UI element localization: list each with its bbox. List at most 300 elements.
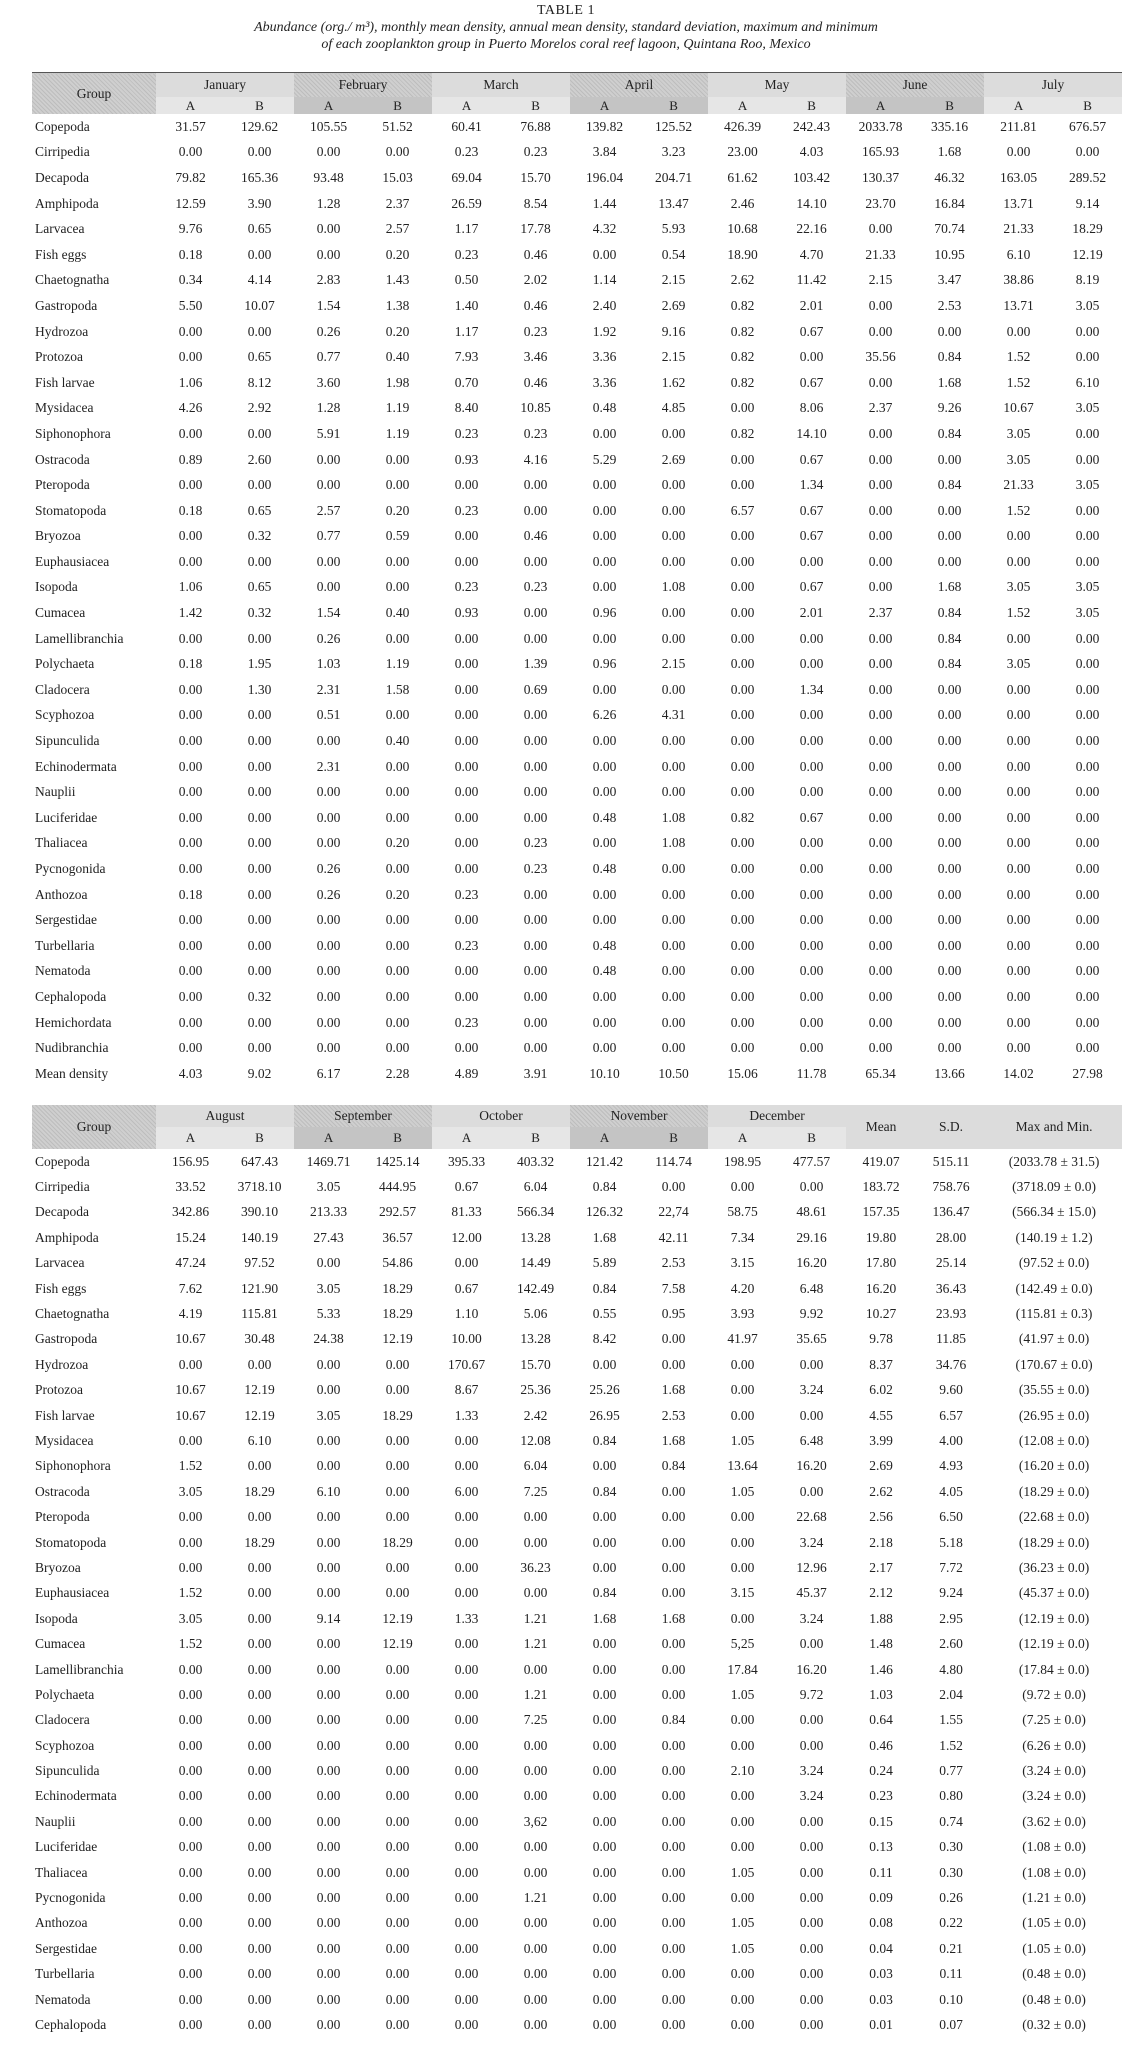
value-cell: 0.84 (661, 1712, 686, 1728)
value-cell: 0.65 (247, 349, 272, 365)
value-cell: 2.53 (661, 1255, 686, 1271)
value-cell: 1.08 (661, 835, 686, 851)
value-cell: 0.00 (730, 784, 755, 800)
value-cell: 0.00 (523, 1534, 548, 1550)
table-row (32, 370, 1122, 396)
value-cell: 140.19 (240, 1229, 279, 1245)
value-cell: 0.00 (316, 1585, 341, 1601)
group-name-cell: Protozoa (35, 1382, 83, 1398)
value-cell: 0.00 (385, 963, 410, 979)
value-cell: 70.74 (934, 221, 965, 237)
value-cell: 0.00 (730, 1813, 755, 1829)
table-row (32, 1885, 1122, 1910)
value-cell: 0.00 (799, 1991, 824, 2007)
value-cell: 0.00 (178, 912, 203, 928)
mean-cell: 0.46 (869, 1737, 893, 1753)
max-min-cell: (45.37 ± 0.0) (1018, 1585, 1090, 1601)
value-cell: 0.00 (1075, 963, 1100, 979)
value-cell: 1.06 (178, 579, 203, 595)
value-cell: 0.00 (454, 733, 479, 749)
value-cell: 0.00 (799, 1636, 824, 1652)
value-cell: 0.00 (316, 246, 341, 262)
table-row (32, 754, 1122, 780)
value-cell: 17.78 (520, 221, 551, 237)
value-cell: 121.90 (240, 1280, 279, 1296)
value-cell: 0.00 (1075, 528, 1100, 544)
value-cell: 0.00 (454, 988, 479, 1004)
value-cell: 0.00 (1006, 758, 1031, 774)
value-cell: 7.93 (454, 349, 479, 365)
value-cell: 0.00 (799, 349, 824, 365)
value-cell: 0.00 (178, 937, 203, 953)
value-cell: 0.23 (454, 886, 479, 902)
value-cell: 2.37 (385, 195, 410, 211)
value-cell: 1.38 (385, 297, 410, 313)
value-cell: 0.00 (1006, 861, 1031, 877)
table-row (32, 2012, 1122, 2037)
table-row (32, 677, 1122, 703)
group-name-cell: Sergestidae (35, 1940, 97, 1956)
table-row (32, 703, 1122, 729)
value-cell: 7.25 (523, 1712, 548, 1728)
value-cell: 0.00 (454, 1585, 479, 1601)
table-row (32, 1581, 1122, 1606)
value-cell: 292.57 (378, 1204, 417, 1220)
value-cell: 2.62 (730, 272, 755, 288)
value-cell: 3.24 (799, 1788, 824, 1804)
max-min-cell: (1.08 ± 0.0) (1022, 1864, 1086, 1880)
value-cell: 0.00 (454, 1991, 479, 2007)
table-row (32, 140, 1122, 166)
value-cell: 0.00 (1006, 630, 1031, 646)
value-cell: 0.00 (454, 1509, 479, 1525)
subheader-b: B (225, 97, 294, 114)
value-cell: 27.98 (1072, 1065, 1103, 1081)
value-cell: 14.10 (796, 425, 827, 441)
value-cell: 10.85 (520, 400, 551, 416)
value-cell: 0.00 (799, 1483, 824, 1499)
value-cell: 0.00 (178, 1661, 203, 1677)
value-cell: 4.31 (661, 707, 686, 723)
value-cell: 0.00 (592, 2016, 617, 2032)
sd-cell: 9.24 (939, 1585, 963, 1601)
value-cell: 0.00 (1075, 937, 1100, 953)
value-cell: 0.00 (178, 1737, 203, 1753)
value-cell: 0.00 (1075, 733, 1100, 749)
value-cell: 3.36 (592, 349, 617, 365)
value-cell: 81.33 (451, 1204, 482, 1220)
value-cell: 2.15 (661, 272, 686, 288)
value-cell: 0.00 (178, 1559, 203, 1575)
subheader-a: A (708, 1127, 777, 1149)
value-cell: 18.90 (727, 246, 758, 262)
value-cell: 2.37 (868, 605, 893, 621)
value-cell: 0.84 (937, 425, 962, 441)
group-name-cell: Bryozoa (35, 528, 81, 544)
value-cell: 0.00 (385, 1712, 410, 1728)
value-cell: 0.00 (523, 1763, 548, 1779)
value-cell: 0.00 (316, 1661, 341, 1677)
value-cell: 0.00 (316, 579, 341, 595)
value-cell: 0.00 (868, 758, 893, 774)
value-cell: 0.00 (592, 1991, 617, 2007)
value-cell: 1.68 (661, 1610, 686, 1626)
value-cell: 2.53 (661, 1407, 686, 1423)
value-cell: 0.32 (247, 528, 272, 544)
max-min-cell: (170.67 ± 0.0) (1015, 1356, 1093, 1372)
value-cell: 0.00 (868, 528, 893, 544)
mean-cell: 0.04 (869, 1940, 893, 1956)
table-row (32, 1174, 1122, 1199)
value-cell: 0.00 (730, 733, 755, 749)
sd-cell: 0.30 (939, 1864, 963, 1880)
table-row (32, 268, 1122, 294)
group-name-cell: Euphausiacea (35, 553, 110, 569)
value-cell: 2.31 (316, 758, 341, 774)
value-cell: 18.29 (382, 1306, 413, 1322)
value-cell: 0.93 (454, 451, 479, 467)
value-cell: 0.00 (454, 835, 479, 851)
value-cell: 2.01 (799, 605, 824, 621)
value-cell: 0.00 (178, 1509, 203, 1525)
value-cell: 0.00 (592, 886, 617, 902)
value-cell: 0.20 (385, 886, 410, 902)
table-row (32, 216, 1122, 242)
group-name-cell: Mysidacea (35, 400, 94, 416)
value-cell: 0.00 (385, 579, 410, 595)
value-cell: 0.00 (730, 1014, 755, 1030)
value-cell: 0.18 (178, 246, 203, 262)
value-cell: 0.00 (661, 477, 686, 493)
value-cell: 12.19 (244, 1382, 275, 1398)
value-cell: 0.48 (592, 937, 617, 953)
group-name-cell: Luciferidae (35, 1839, 98, 1855)
value-cell: 18.29 (382, 1534, 413, 1550)
value-cell: 0.00 (592, 1356, 617, 1372)
value-cell: 9.14 (1075, 195, 1100, 211)
value-cell: 0.00 (592, 1458, 617, 1474)
value-cell: 0.00 (523, 912, 548, 928)
value-cell: 6.10 (247, 1432, 272, 1448)
value-cell: 0.00 (799, 1040, 824, 1056)
value-cell: 0.00 (178, 1356, 203, 1372)
max-min-cell: (18.29 ± 0.0) (1018, 1483, 1090, 1499)
value-cell: 0.00 (454, 963, 479, 979)
value-cell: 1.68 (592, 1610, 617, 1626)
value-cell: 1.39 (523, 656, 548, 672)
value-cell: 0.00 (247, 1890, 272, 1906)
value-cell: 0.00 (454, 477, 479, 493)
value-cell: 0.00 (799, 988, 824, 1004)
value-cell: 0.00 (730, 1179, 755, 1195)
value-cell: 3.05 (1075, 297, 1100, 313)
value-cell: 0.00 (661, 1483, 686, 1499)
table-row (32, 575, 1122, 601)
value-cell: 0.00 (385, 1356, 410, 1372)
value-cell: 1.52 (1006, 349, 1031, 365)
mean-cell: 3.99 (869, 1432, 893, 1448)
value-cell: 2.15 (661, 349, 686, 365)
value-cell: 5.06 (523, 1306, 548, 1322)
value-cell: 0.00 (523, 809, 548, 825)
table-row (32, 1860, 1122, 1885)
value-cell: 0.00 (316, 1890, 341, 1906)
subheader-a: A (156, 97, 225, 114)
sd-cell: 4.00 (939, 1432, 963, 1448)
value-cell: 1.62 (661, 374, 686, 390)
value-cell: 0.89 (178, 451, 203, 467)
subheader-b: B (1053, 97, 1122, 114)
column-header-mean: Mean (846, 1105, 916, 1149)
value-cell: 0.00 (1006, 528, 1031, 544)
group-name-cell: Isopoda (35, 1610, 78, 1626)
value-cell: 0.00 (730, 1356, 755, 1372)
value-cell: 0.00 (799, 1839, 824, 1855)
value-cell: 0.00 (937, 937, 962, 953)
value-cell: 5.93 (661, 221, 686, 237)
abundance-table-aug-dec (32, 1105, 1122, 2038)
value-cell: 0.00 (385, 1737, 410, 1753)
table-row (32, 1276, 1122, 1301)
value-cell: 1.03 (316, 656, 341, 672)
value-cell: 0.00 (868, 1014, 893, 1030)
value-cell: 0.00 (523, 1839, 548, 1855)
group-name-cell: Ostracoda (35, 1483, 90, 1499)
value-cell: 0.00 (1006, 886, 1031, 902)
value-cell: 3.05 (178, 1483, 203, 1499)
value-cell: 0.00 (178, 1813, 203, 1829)
group-name-cell: Siphonophora (35, 425, 111, 441)
mean-cell: 419.07 (862, 1153, 900, 1169)
value-cell: 0.00 (454, 1788, 479, 1804)
value-cell: 676.57 (1068, 118, 1107, 134)
table-row (32, 421, 1122, 447)
value-cell: 5,25 (730, 1636, 755, 1652)
caption-line-2: of each zooplankton group in Puerto Morelos coral reef lagoon, Quintana Roo, Mexico (321, 37, 811, 52)
value-cell: 31.57 (175, 118, 206, 134)
table-row (32, 1504, 1122, 1529)
table-row (32, 1962, 1122, 1987)
value-cell: 8.42 (592, 1331, 617, 1347)
value-cell: 0.46 (523, 528, 548, 544)
value-cell: 18.29 (244, 1534, 275, 1550)
value-cell: 0.84 (592, 1432, 617, 1448)
value-cell: 47.24 (175, 1255, 206, 1271)
subheader-a: A (432, 97, 501, 114)
value-cell: 4.03 (799, 144, 824, 160)
value-cell: 0.26 (316, 323, 341, 339)
value-cell: 61.62 (727, 169, 758, 185)
value-cell: 0.00 (523, 758, 548, 774)
value-cell: 103.42 (792, 169, 831, 185)
value-cell: 0.00 (247, 1040, 272, 1056)
value-cell: 46.32 (934, 169, 965, 185)
table-row (32, 472, 1122, 498)
max-min-cell: (12.19 ± 0.0) (1018, 1636, 1090, 1652)
value-cell: 0.00 (868, 374, 893, 390)
value-cell: 0.00 (868, 835, 893, 851)
value-cell: 11.42 (796, 272, 827, 288)
value-cell: 1.21 (523, 1636, 548, 1652)
mean-cell: 157.35 (862, 1204, 900, 1220)
column-header-group: Group (32, 73, 156, 115)
value-cell: 0.00 (178, 988, 203, 1004)
value-cell: 16.20 (796, 1458, 827, 1474)
value-cell: 0.00 (247, 246, 272, 262)
value-cell: 0.00 (454, 630, 479, 646)
value-cell: 0.00 (454, 1890, 479, 1906)
value-cell: 21.33 (1003, 221, 1034, 237)
value-cell: 0.00 (592, 630, 617, 646)
value-cell: 22.16 (796, 221, 827, 237)
value-cell: 23.70 (865, 195, 896, 211)
value-cell: 0.00 (1075, 707, 1100, 723)
group-name-cell: Nematoda (35, 1991, 91, 2007)
value-cell: 26.95 (589, 1407, 620, 1423)
value-cell: 0.00 (178, 1686, 203, 1702)
value-cell: 1.21 (523, 1686, 548, 1702)
value-cell: 0.00 (661, 1534, 686, 1550)
table-row (32, 1200, 1122, 1225)
value-cell: 1.95 (247, 656, 272, 672)
group-name-cell: Ostracoda (35, 451, 90, 467)
value-cell: 0.77 (316, 528, 341, 544)
value-cell: 289.52 (1068, 169, 1107, 185)
value-cell: 0.00 (247, 1966, 272, 1982)
value-cell: 0.00 (592, 1559, 617, 1575)
value-cell: 0.00 (799, 656, 824, 672)
value-cell: 2.69 (661, 451, 686, 467)
value-cell: 1.52 (178, 1636, 203, 1652)
value-cell: 4.14 (247, 272, 272, 288)
value-cell: 0.00 (661, 502, 686, 518)
value-cell: 0.00 (661, 1813, 686, 1829)
value-cell: 1.33 (454, 1407, 479, 1423)
sd-cell: 4.80 (939, 1661, 963, 1677)
max-min-cell: (0.32 ± 0.0) (1022, 2016, 1086, 2032)
group-name-cell: Larvacea (35, 221, 85, 237)
value-cell: 15.24 (175, 1229, 206, 1245)
value-cell: 444.95 (378, 1179, 417, 1195)
value-cell: 0.84 (937, 605, 962, 621)
value-cell: 0.40 (385, 605, 410, 621)
value-cell: 0.23 (454, 502, 479, 518)
value-cell: 0.00 (178, 1432, 203, 1448)
value-cell: 0.00 (799, 1915, 824, 1931)
group-name-cell: Fish larvae (35, 1407, 95, 1423)
value-cell: 10.67 (1003, 400, 1034, 416)
value-cell: 0.00 (454, 1839, 479, 1855)
value-cell: 3.84 (592, 144, 617, 160)
value-cell: 0.00 (178, 1788, 203, 1804)
value-cell: 0.23 (454, 579, 479, 595)
value-cell: 0.84 (592, 1179, 617, 1195)
value-cell: 0.00 (661, 605, 686, 621)
max-min-cell: (9.72 ± 0.0) (1022, 1686, 1086, 1702)
group-name-cell: Turbellaria (35, 937, 95, 953)
value-cell: 0.00 (868, 451, 893, 467)
column-header-month: April (570, 73, 708, 98)
value-cell: 0.00 (178, 963, 203, 979)
value-cell: 0.96 (592, 605, 617, 621)
value-cell: 0.00 (523, 1864, 548, 1880)
value-cell: 2.01 (799, 297, 824, 313)
value-cell: 0.00 (316, 451, 341, 467)
value-cell: 0.00 (592, 1661, 617, 1677)
value-cell: 0.00 (799, 630, 824, 646)
value-cell: 0.00 (661, 630, 686, 646)
value-cell: 15.06 (727, 1065, 758, 1081)
value-cell: 0.00 (385, 1458, 410, 1474)
value-cell: 0.00 (799, 1737, 824, 1753)
value-cell: 0.00 (661, 1585, 686, 1601)
value-cell: 0.00 (247, 937, 272, 953)
value-cell: 1.10 (454, 1306, 479, 1322)
value-cell: 0.93 (454, 605, 479, 621)
value-cell: 0.00 (385, 1864, 410, 1880)
table-row (32, 1428, 1122, 1453)
max-min-cell: (1.05 ± 0.0) (1022, 1915, 1086, 1931)
value-cell: 0.34 (178, 272, 203, 288)
value-cell: 0.00 (247, 323, 272, 339)
value-cell: 0.00 (247, 144, 272, 160)
mean-cell: 1.48 (869, 1636, 893, 1652)
value-cell: 1.05 (730, 1483, 755, 1499)
value-cell: 0.00 (1006, 733, 1031, 749)
max-min-cell: (16.20 ± 0.0) (1018, 1458, 1090, 1474)
value-cell: 0.00 (730, 1040, 755, 1056)
value-cell: 2.28 (385, 1065, 410, 1081)
group-name-cell: Mysidacea (35, 1432, 94, 1448)
value-cell: 0.00 (316, 835, 341, 851)
sd-cell: 0.22 (939, 1915, 963, 1931)
value-cell: 1.40 (454, 297, 479, 313)
group-name-cell: Nauplii (35, 784, 76, 800)
value-cell: 3.05 (178, 1610, 203, 1626)
table-row (32, 1149, 1122, 1174)
value-cell: 0.00 (868, 425, 893, 441)
value-cell: 0.00 (385, 707, 410, 723)
group-name-cell: Cumacea (35, 605, 86, 621)
value-cell: 1.05 (730, 1940, 755, 1956)
sd-cell: 9.60 (939, 1382, 963, 1398)
value-cell: 0.00 (523, 1991, 548, 2007)
value-cell: 1.19 (385, 400, 410, 416)
value-cell: 0.00 (1006, 835, 1031, 851)
value-cell: 0.00 (592, 1014, 617, 1030)
value-cell: 0.00 (454, 1737, 479, 1753)
value-cell: 0.00 (1075, 809, 1100, 825)
value-cell: 0.00 (247, 1686, 272, 1702)
value-cell: 0.00 (1075, 835, 1100, 851)
mean-cell: 2.18 (869, 1534, 893, 1550)
value-cell: 10.50 (658, 1065, 689, 1081)
value-cell: 0.00 (730, 630, 755, 646)
value-cell: 5.50 (178, 297, 203, 313)
value-cell: 41.97 (727, 1331, 758, 1347)
value-cell: 0.00 (454, 528, 479, 544)
value-cell: 0.00 (454, 809, 479, 825)
value-cell: 0.67 (799, 502, 824, 518)
column-header-month: February (294, 73, 432, 98)
value-cell: 0.00 (661, 1661, 686, 1677)
value-cell: 0.00 (316, 1255, 341, 1271)
value-cell: 2033.78 (858, 118, 903, 134)
value-cell: 0.00 (730, 861, 755, 877)
value-cell: 139.82 (585, 118, 624, 134)
value-cell: 4.32 (592, 221, 617, 237)
value-cell: 1.68 (937, 579, 962, 595)
